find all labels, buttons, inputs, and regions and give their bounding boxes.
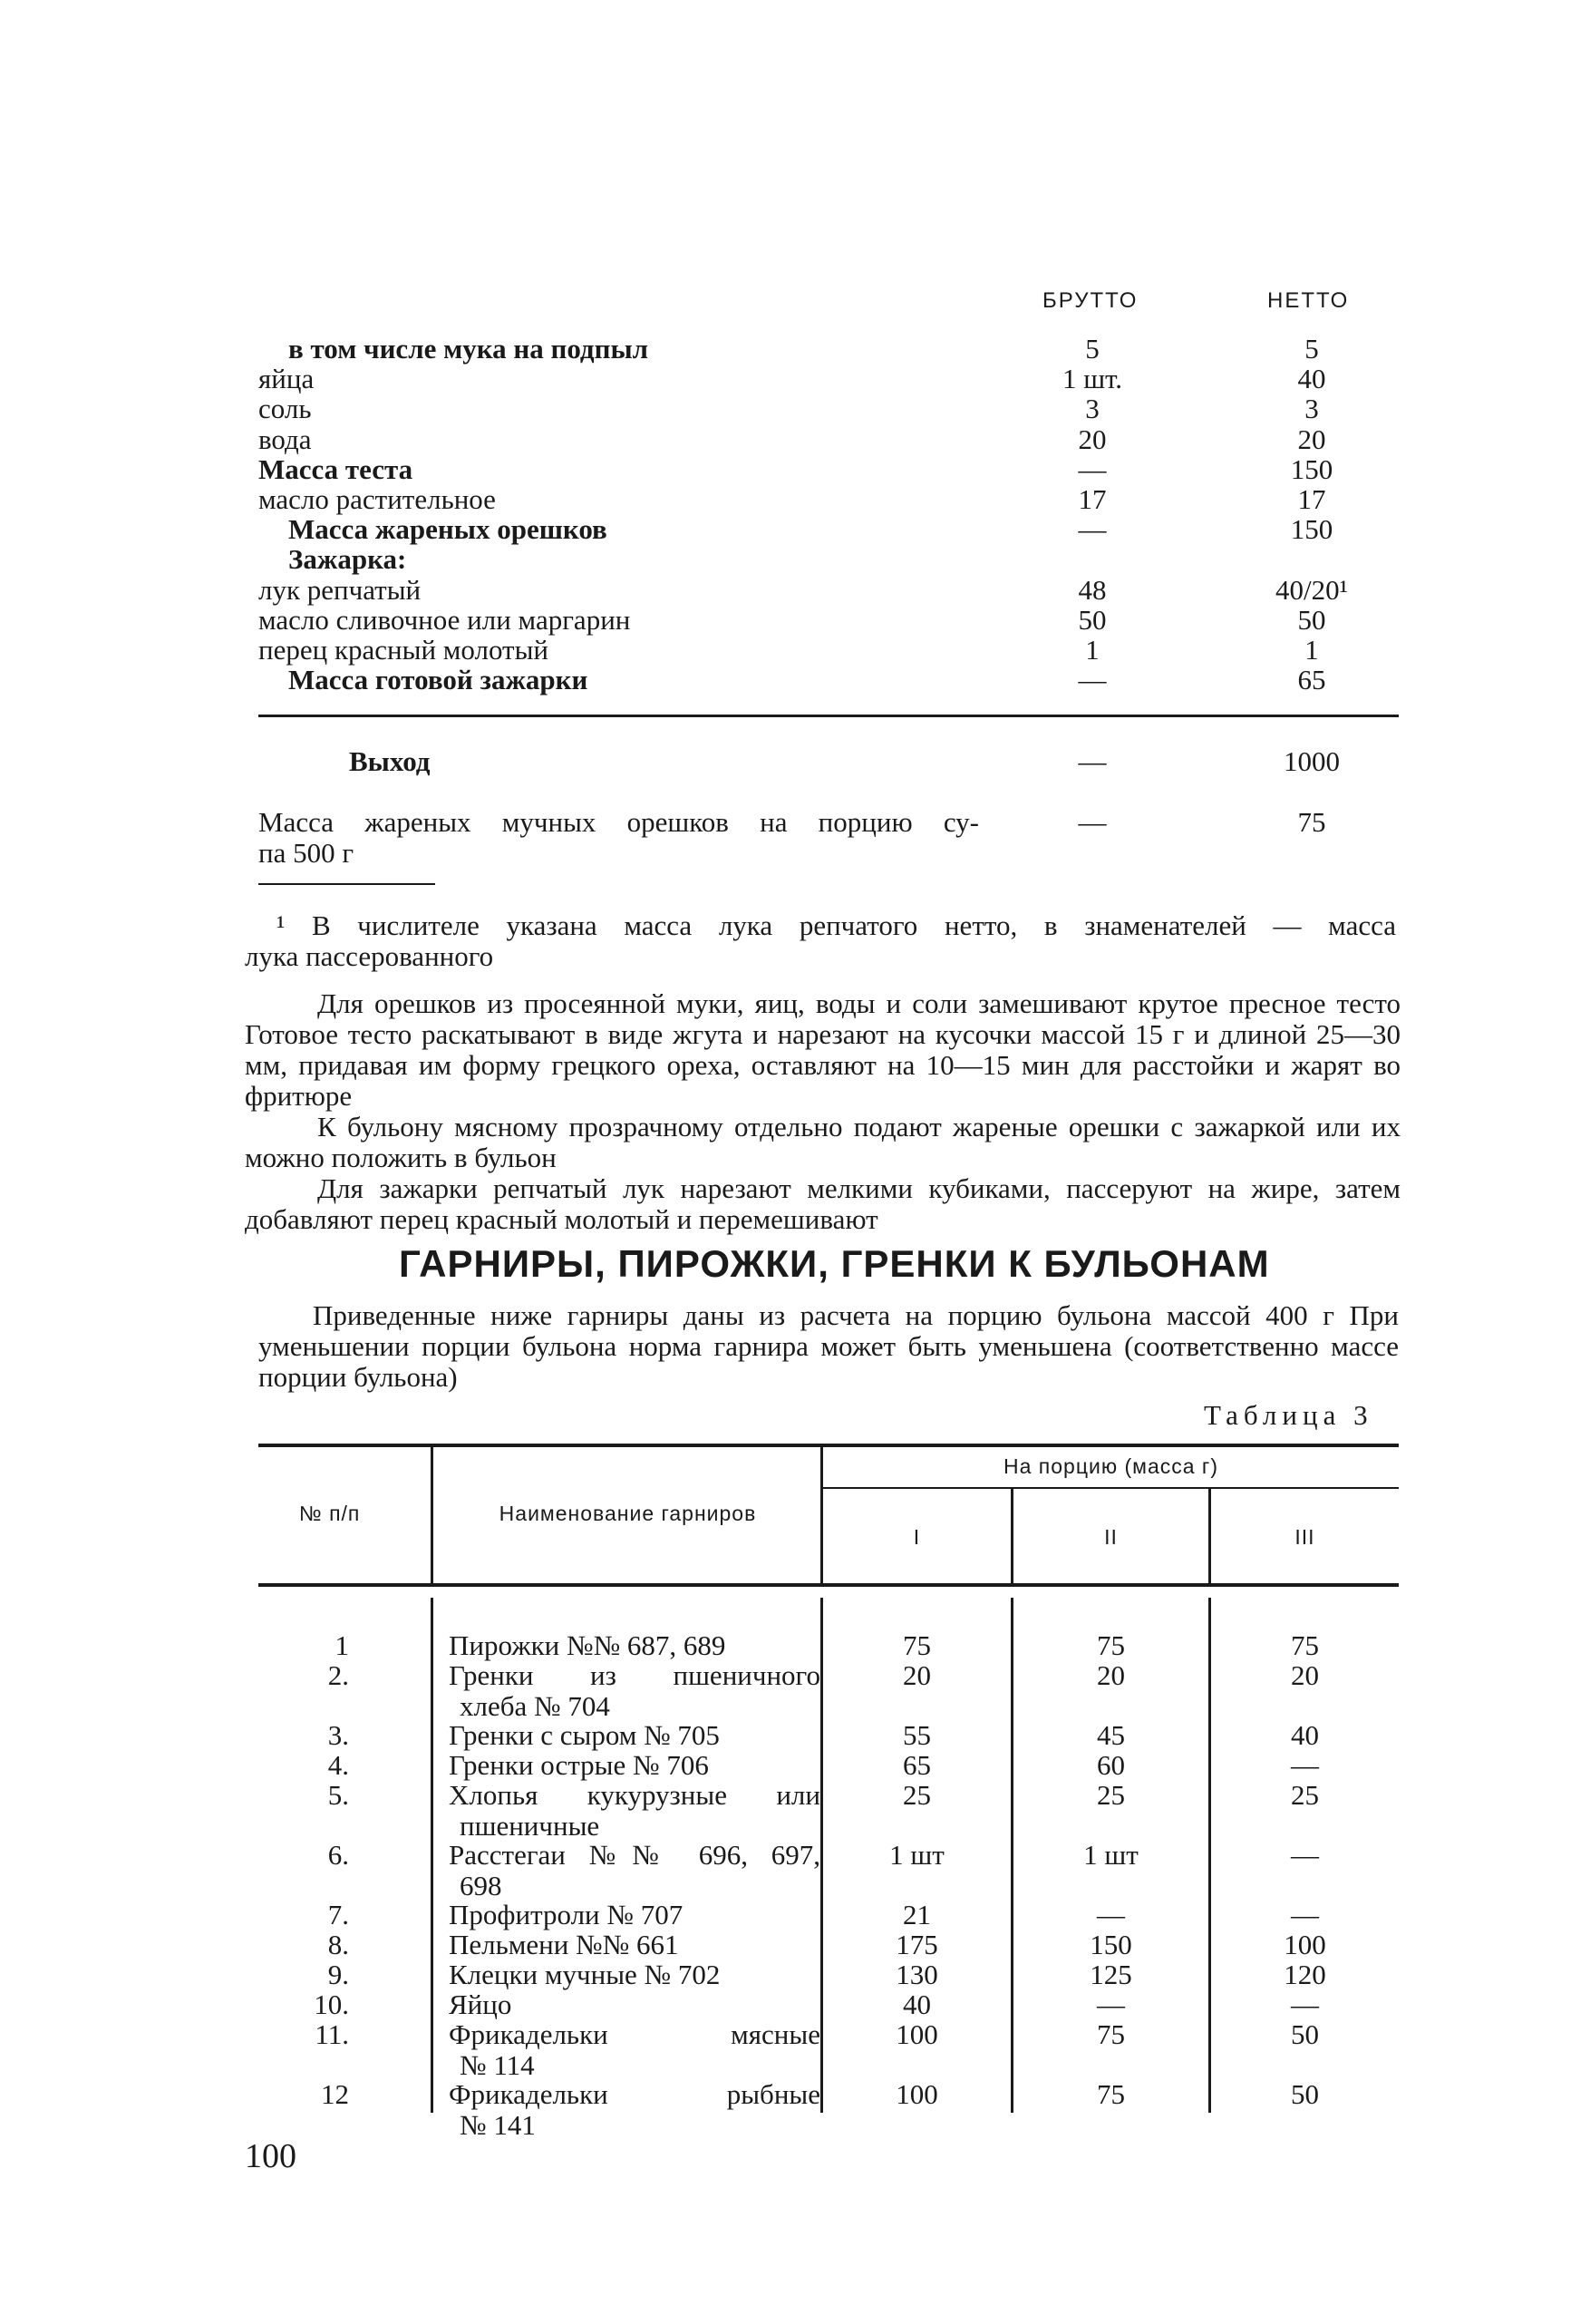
ingredient-brutto: 1: [1085, 634, 1100, 666]
portion-value-c3: —: [1291, 1749, 1319, 1781]
ingredient-brutto: 20: [1078, 423, 1107, 455]
portion-value-c1: 55: [903, 1719, 931, 1751]
header-col-1: I: [913, 1525, 921, 1549]
portion-value-c3: 75: [1291, 1629, 1319, 1661]
ingredient-netto: 1: [1304, 634, 1319, 666]
portion-value-c2: 20: [1097, 1659, 1125, 1691]
portion-value-c1: 1 шт: [889, 1839, 945, 1871]
output-brutto: —: [1078, 745, 1107, 777]
row-number: 7.: [327, 1899, 349, 1930]
header-name: Наименование гарниров: [499, 1502, 757, 1525]
row-number: 5.: [327, 1779, 349, 1811]
ingredient-brutto: 3: [1085, 393, 1100, 425]
ingredient-netto: 5: [1304, 333, 1319, 365]
ingredient-brutto: —: [1078, 452, 1107, 485]
ingredient-brutto: 1 шт.: [1062, 363, 1123, 395]
ingredient-name: вода: [258, 423, 312, 455]
garnish-name-line: Фрикадельки рыбные: [449, 2078, 820, 2110]
portion-value-c3: 25: [1291, 1779, 1319, 1811]
row-number: 1: [334, 1629, 349, 1661]
portion-value-c3: —: [1291, 1899, 1319, 1930]
table-label: Таблица 3: [1204, 1399, 1373, 1431]
body-separator: [431, 1598, 433, 2113]
garnish-name: [449, 1959, 820, 1990]
ingredient-name: яйца: [258, 363, 315, 395]
garnish-name-line: Профитроли № 707: [449, 1899, 684, 1930]
ingredient-name: масло растительное: [258, 483, 496, 515]
garnish-name-line: 698: [460, 1870, 502, 1901]
portion-value-c2: —: [1097, 1899, 1125, 1930]
portion-value-c2: 125: [1090, 1959, 1132, 1990]
portion-line-2: па 500 г: [258, 837, 354, 869]
portion-value-c2: 1 шт: [1083, 1839, 1139, 1871]
ingredient-netto: 20: [1297, 423, 1326, 455]
garnish-name-line: Гренки острые № 706: [449, 1749, 709, 1781]
paragraph-dough: Для орешков из просеянной муки, яиц, воды и соли замешивают крутое пресное тесто Готовое тесто раскатывают в виде жгута и нарезают на кусочки массой 15 г и длиной 25—30 мм, придавая им форму грецкого ореха, оставляют на 10—15 мин для расстойки и жарят во фритюре: [245, 987, 1401, 1112]
garnish-name: [449, 2019, 820, 2081]
ingredient-name: перец красный молотый: [258, 634, 549, 666]
portion-value-c3: 120: [1284, 1959, 1326, 1990]
ingredient-name: Зажарка:: [288, 543, 407, 576]
portion-value-c1: 65: [903, 1749, 931, 1781]
garnish-name: [449, 1989, 820, 2020]
portion-netto: 75: [1297, 806, 1326, 838]
garnish-name: [449, 1900, 820, 1930]
ingredient-brutto: 17: [1078, 483, 1107, 515]
garnish-name-line: Хлопья кукурузные или: [449, 1779, 820, 1811]
portion-value-c1: 130: [896, 1959, 938, 1990]
portion-value-c2: 75: [1097, 2018, 1125, 2050]
table-header-rule: [258, 1583, 1399, 1587]
footnote-line-2: лука пассерованного: [245, 940, 494, 972]
ingredient-brutto: —: [1078, 664, 1107, 696]
ingredient-name: масло сливочное или маргарин: [258, 603, 631, 636]
portion-value-c3: 40: [1291, 1719, 1319, 1751]
row-number: 11.: [315, 2018, 349, 2050]
ingredient-netto: 3: [1304, 393, 1319, 425]
header-col-2: II: [1104, 1525, 1118, 1549]
row-number: 9.: [327, 1959, 349, 1990]
ingredient-name: соль: [258, 393, 312, 425]
portion-value-c2: 150: [1090, 1929, 1132, 1960]
ingredient-name: Масса теста: [258, 452, 413, 485]
portion-value-c2: 45: [1097, 1719, 1125, 1751]
ingredient-netto: 150: [1290, 513, 1333, 546]
garnish-name: [449, 1630, 820, 1661]
garnish-name-line: Пельмени №№ 661: [449, 1929, 679, 1960]
ingredient-name: Масса готовой зажарки: [288, 664, 588, 696]
garnish-name-line: № 141: [460, 2109, 536, 2141]
garnish-name-line: хлеба № 704: [460, 1690, 610, 1722]
netto-header: НЕТТО: [1267, 288, 1350, 313]
garnish-name-line: Пирожки №№ 687, 689: [449, 1629, 726, 1661]
garnish-name: [449, 1750, 820, 1781]
portion-line-1: Масса жареных мучных орешков на порцию су-: [258, 806, 979, 838]
output-label: Выход: [349, 745, 431, 777]
ingredient-netto: 50: [1297, 603, 1326, 636]
portion-brutto: —: [1078, 806, 1107, 838]
ingredient-name: Масса жареных орешков: [288, 513, 607, 546]
garnish-name-line: Расстегаи №№ 696, 697,: [449, 1839, 820, 1871]
garnish-name-line: Гренки из пшеничного: [449, 1659, 820, 1691]
ingredient-netto: 17: [1297, 483, 1326, 515]
ingredient-brutto: 48: [1078, 573, 1107, 606]
ingredient-netto: 150: [1290, 452, 1333, 485]
portion-value-c2: 75: [1097, 1629, 1125, 1661]
ingredient-netto: 65: [1297, 664, 1326, 696]
brutto-header: БРУТТО: [1042, 288, 1139, 313]
portion-value-c1: 25: [903, 1779, 931, 1811]
portion-value-c2: —: [1097, 1989, 1125, 2020]
portion-value-c1: 75: [903, 1629, 931, 1661]
portion-value-c1: 100: [896, 2078, 938, 2110]
garnish-name: [449, 1930, 820, 1960]
portion-value-c3: 20: [1291, 1659, 1319, 1691]
portion-value-c3: —: [1291, 1839, 1319, 1871]
portion-value-c3: 50: [1291, 2018, 1319, 2050]
section-intro: Приведенные ниже гарниры даны из расчета на порцию бульона массой 400 г При уменьшении порции бульона норма гарнира может быть уменьшена (соответственно массе порции бульона): [258, 1299, 1399, 1393]
row-number: 3.: [327, 1719, 349, 1751]
ingredient-netto: 40/20¹: [1275, 573, 1348, 606]
page-number: 100: [245, 2137, 296, 2175]
paragraph-serving: К бульону мясному прозрачному отдельно подают жареные орешки с зажаркой или их можно положить в бульон: [245, 1111, 1401, 1173]
portion-value-c1: 20: [903, 1659, 931, 1691]
row-number: 6.: [327, 1839, 349, 1871]
garnish-name-line: Яйцо: [449, 1989, 512, 2020]
garnish-name-line: Клецки мучные № 702: [449, 1959, 721, 1990]
table-sub-rule: [822, 1487, 1399, 1489]
portion-value-c3: 50: [1291, 2078, 1319, 2110]
row-number: 4.: [327, 1749, 349, 1781]
ingredient-name: лук репчатый: [258, 573, 422, 606]
portion-value-c2: 25: [1097, 1779, 1125, 1811]
ingredient-brutto: —: [1078, 513, 1107, 546]
ingredient-netto: 40: [1297, 363, 1326, 395]
portion-value-c1: 40: [903, 1989, 931, 2020]
garnish-name: [449, 1720, 820, 1751]
row-number: 2.: [327, 1659, 349, 1691]
portion-value-c1: 175: [896, 1929, 938, 1960]
portion-value-c1: 21: [903, 1899, 931, 1930]
garnish-name: [449, 1660, 820, 1722]
table-top-rule: [258, 1444, 1399, 1447]
output-netto: 1000: [1284, 745, 1340, 777]
portion-value-c2: 75: [1097, 2078, 1125, 2110]
header-portion: На порцию (масса г): [1003, 1454, 1218, 1478]
garnish-name-line: Фрикадельки мясные: [449, 2018, 820, 2050]
footnote-rule: [258, 883, 435, 885]
section-title: ГАРНИРЫ, ПИРОЖКИ, ГРЕНКИ К БУЛЬОНАМ: [399, 1242, 1270, 1285]
paragraph-zazharka: Для зажарки репчатый лук нарезают мелкими кубиками, пассеруют на жире, затем добавляют перец красный молотый и перемешивают: [245, 1172, 1401, 1235]
portion-value-c3: —: [1291, 1989, 1319, 2020]
portion-value-c2: 60: [1097, 1749, 1125, 1781]
header-col-3: III: [1294, 1525, 1315, 1549]
footnote-line-1: ¹ В числителе указана масса лука репчатого нетто, в знаменателей — масса: [276, 909, 1396, 941]
portion-value-c3: 100: [1284, 1929, 1326, 1960]
ingredient-name: в том числе мука на подпыл: [288, 333, 649, 365]
garnish-name: [449, 1780, 820, 1842]
header-num: № п/п: [299, 1502, 361, 1525]
garnish-name-line: № 114: [460, 2049, 535, 2081]
row-number: 12: [321, 2078, 349, 2110]
garnish-name: [449, 2079, 820, 2141]
garnish-name-line: пшеничные: [460, 1810, 600, 1842]
header-separator: [431, 1447, 433, 1583]
divider: [258, 715, 1399, 717]
ingredient-brutto: 50: [1078, 603, 1107, 636]
garnish-name-line: Гренки с сыром № 705: [449, 1719, 720, 1751]
row-number: 8.: [327, 1929, 349, 1960]
portion-value-c1: 100: [896, 2018, 938, 2050]
garnish-name: [449, 1840, 820, 1901]
row-number: 10.: [314, 1989, 349, 2020]
ingredient-brutto: 5: [1085, 333, 1100, 365]
